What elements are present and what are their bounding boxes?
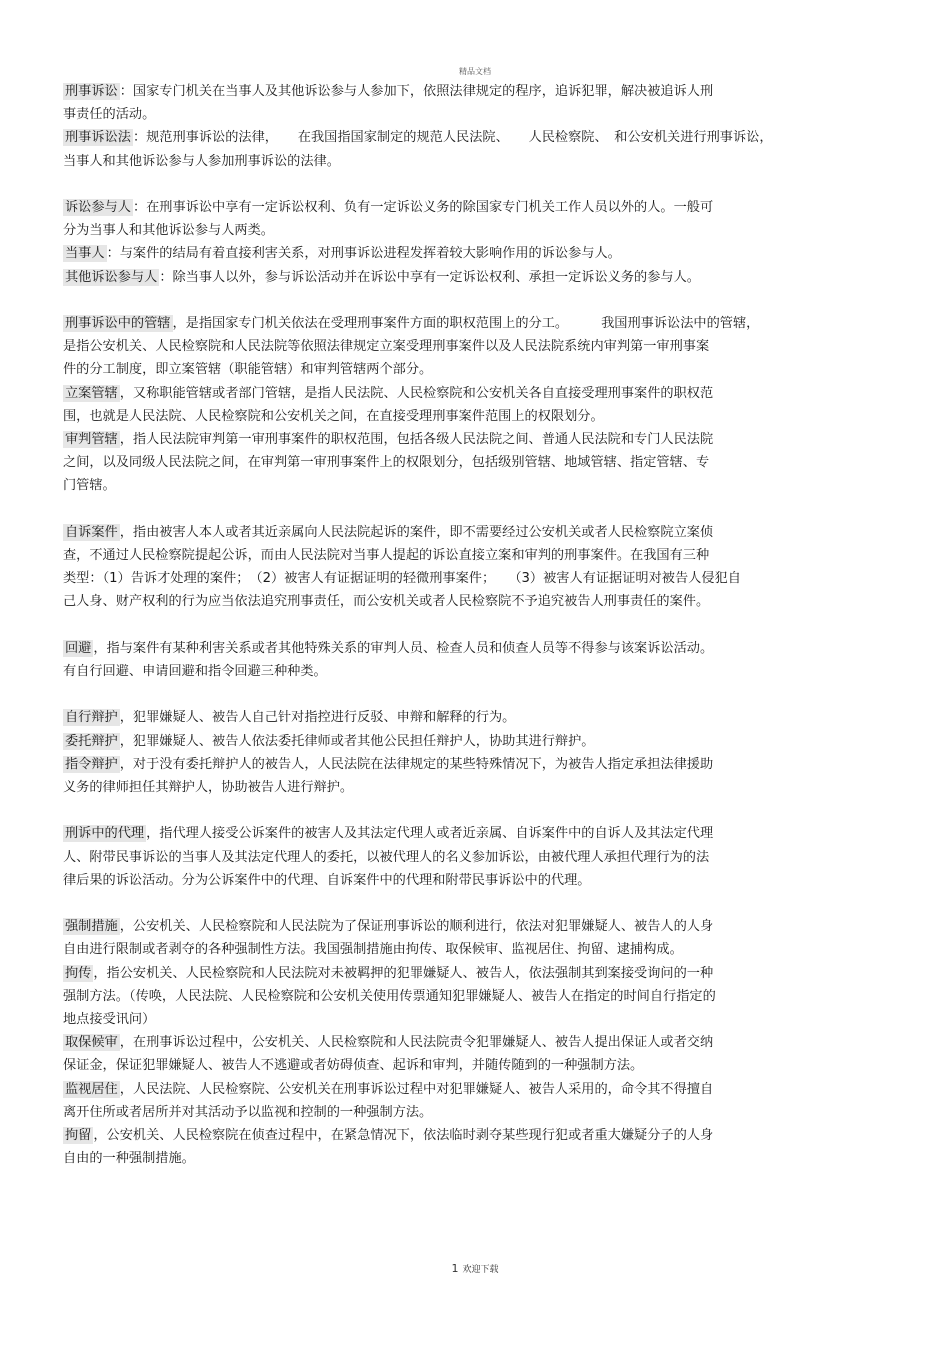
definition-line [63,1101,863,1124]
paragraph-spacer [63,683,863,706]
definition-line [63,242,863,265]
term-label: 指令辩护 [65,756,118,772]
definition-line [63,706,863,729]
definition-block [63,126,863,172]
definition-line [63,730,863,753]
definition-text: 是指公安机关、人民检察院和人民法院等依照法律规定立案受理刑事案件以及人民法院系统内审判第一审刑事案 [63,339,710,355]
definition-block [63,428,863,498]
paragraph-spacer [63,799,863,822]
term-label: 其他诉讼参与人 [65,269,158,285]
definition-line [63,637,863,660]
definition-line [63,822,863,845]
definition-line [63,405,863,428]
definition-line [63,660,863,683]
definition-line [63,1031,863,1054]
definition-line [63,196,863,219]
definition-line [63,1124,863,1147]
definition-block [63,196,863,242]
definition-block [63,382,863,428]
definition-text: 地点接受讯问） [63,1012,156,1028]
definition-line [63,985,863,1008]
definition-text: 有自行回避、申请回避和指令回避三种种类。 [63,664,327,680]
term-label: 诉讼参与人 [65,200,131,215]
definition-text: 件的分工制度，即立案管辖（职能管辖）和审判管辖两个部分。 [63,362,433,378]
term-label: 强制措施 [65,919,118,935]
definition-block [63,915,863,961]
definition-text: ：除当事人以外，参与诉讼活动并在诉讼中享有一定诉讼权利、承担一定诉讼义务的参与人。 [159,269,700,285]
definition-line [63,590,863,613]
paragraph-spacer [63,173,863,196]
definition-text: ，指公安机关、人民检察院和人民法院对未被羁押的犯罪嫌疑人、被告人，依法强制其到案接受询问的一种 [93,965,714,981]
definition-line [63,846,863,869]
footer-text: 欢迎下载 [462,1265,499,1275]
definition-block [63,1078,863,1124]
definition-text: 类型：（1）告诉才处理的案件； （2）被害人有证据证明的轻微刑事案件； （3）被害人有证据证明对被告人侵犯自 [63,571,741,587]
definition-block [63,80,863,126]
definition-text: ，是指国家专门机关依法在受理刑事案件方面的职权范围上的分工。 我国刑事诉讼法中的管辖， [172,316,760,331]
term-label: 拘留 [65,1128,92,1144]
term-label: 刑诉中的代理 [65,826,145,842]
definition-text: ，又称职能管辖或者部门管辖，是指人民法院、人民检察院和公安机关各自直接受理刑事案件的职权范 [119,385,714,401]
definition-text: ，指由被害人本人或者其近亲属向人民法院起诉的案件，即不需要经过公安机关或者人民检察院立案侦 [119,524,714,540]
definition-text: 自由进行限制或者剥夺的各种强制性方法。我国强制措施由拘传、取保候审、监视居住、拘留、逮捕构成。 [63,942,683,958]
definition-text: 当事人和其他诉讼参与人参加刑事诉讼的法律。 [63,153,340,169]
definition-line [63,358,863,381]
definition-text: 分为当事人和其他诉讼参与人两类。 [63,223,274,239]
definition-line [63,1147,863,1170]
term-label: 立案管辖 [65,385,118,401]
definition-line [63,776,863,799]
definition-block [63,1031,863,1077]
definition-line [63,1054,863,1077]
definition-text: ：在刑事诉讼中享有一定诉讼权利、负有一定诉讼义务的除国家专门机关工作人员以外的人。一般可 [132,200,714,215]
definition-line [63,753,863,776]
definition-line [63,150,863,173]
definition-line [63,962,863,985]
definition-block [63,312,863,382]
term-label: 自诉案件 [65,524,118,540]
definition-text: ，在刑事诉讼过程中，公安机关、人民检察院和人民法院责令犯罪嫌疑人、被告人提出保证人或者交纳 [119,1035,714,1051]
term-label: 回避 [65,640,92,656]
definition-text: 人、附带民事诉讼的当事人及其法定代理人的委托，以被代理人的名义参加诉讼，由被代理人承担代理行为的法 [63,849,710,865]
definition-line [63,544,863,567]
definition-text: ，指代理人接受公诉案件的被害人及其法定代理人或者近亲属、自诉案件中的自诉人及其法定代理 [146,826,714,842]
definition-line [63,1008,863,1031]
term-label: 拘传 [65,965,92,981]
paragraph-spacer [63,498,863,521]
definition-line [63,567,863,590]
definition-text: ，指人民法院审判第一审刑事案件的职权范围，包括各级人民法院之间、普通人民法院和专门人民法院 [119,432,714,448]
term-label: 当事人 [65,246,105,262]
definition-text: ：国家专门机关在当事人及其他诉讼参与人参加下，依照法律规定的程序，追诉犯罪，解决被追诉人刑 [119,84,714,99]
definition-text: ：与案件的结局有着直接利害关系，对刑事诉讼进程发挥着较大影响作用的诉讼参与人。 [106,246,621,262]
definition-line [63,915,863,938]
definition-text: 事责任的活动。 [63,107,156,123]
term-label: 刑事诉讼中的管辖 [65,316,171,331]
definition-block [63,266,863,289]
definition-block [63,706,863,729]
definition-text: ，公安机关、人民检察院在侦查过程中，在紧急情况下，依法临时剥夺某些现行犯或者重大嫌疑分子的人身 [93,1128,714,1144]
definition-text: 门管辖。 [63,478,116,494]
definition-line [63,312,863,335]
definition-text: 律后果的诉讼活动。分为公诉案件中的代理、自诉案件中的代理和附带民事诉讼中的代理。 [63,872,591,888]
definition-text: 强制方法。（传唤，人民法院、人民检察院和公安机关使用传票通知犯罪嫌疑人、被告人在指定的时间自行指定的 [63,988,716,1004]
definition-line [63,428,863,451]
definition-text: 自由的一种强制措施。 [63,1151,195,1167]
term-label: 刑事诉讼法 [65,130,131,146]
definition-text: 查，不通过人民检察院提起公诉，而由人民法院对当事人提起的诉讼直接立案和审判的刑事案件。在我国有三种 [63,548,710,564]
definition-block [63,730,863,753]
definition-block [63,822,863,892]
term-label: 委托辩护 [65,733,118,749]
document-body [63,80,863,1170]
definition-text: 义务的律师担任其辩护人，协助被告人进行辩护。 [63,780,354,796]
definition-line [63,266,863,289]
definition-line [63,219,863,242]
definition-text: ，指与案件有某种利害关系或者其他特殊关系的审判人员、检查人员和侦查人员等不得参与该案诉讼活动。 [93,640,714,656]
term-label: 监视居住 [65,1081,118,1097]
paragraph-spacer [63,289,863,312]
definition-text: 保证金，保证犯罪嫌疑人、被告人不逃避或者妨碍侦查、起诉和审判，并随传随到的一种强制方法。 [63,1058,644,1074]
definition-text: 之间，以及同级人民法院之间，在审判第一审刑事案件上的权限划分，包括级别管辖、地域管辖、指定管辖、专 [63,455,710,471]
paragraph-spacer [63,892,863,915]
definition-block [63,242,863,265]
term-label: 刑事诉讼 [65,84,118,99]
definition-block [63,521,863,614]
definition-text: ，犯罪嫌疑人、被告人依法委托律师或者其他公民担任辩护人，协助其进行辩护。 [119,733,595,749]
definition-text: 离开住所或者居所并对其活动予以监视和控制的一种强制方法。 [63,1104,433,1120]
definition-line [63,1078,863,1101]
definition-block [63,962,863,1032]
definition-text: ，犯罪嫌疑人、被告人自己针对指控进行反驳、申辩和解释的行为。 [119,710,516,726]
page-footer [0,1262,950,1275]
definition-line [63,126,863,149]
definition-line [63,451,863,474]
definition-line [63,521,863,544]
definition-text: ，人民法院、人民检察院、公安机关在刑事诉讼过程中对犯罪嫌疑人、被告人采用的，命令其不得擅自 [119,1081,714,1097]
definition-line [63,335,863,358]
definition-line [63,80,863,103]
term-label: 自行辩护 [65,710,118,726]
definition-text: ，对于没有委托辩护人的被告人，人民法院在法律规定的某些特殊情况下，为被告人指定承担法律援助 [119,756,714,772]
definition-text: ：规范刑事诉讼的法律， 在我国指国家制定的规范人民法院、 人民检察院、 和公安机关进行刑事诉讼， [132,130,773,146]
paragraph-spacer [63,614,863,637]
term-label: 审判管辖 [65,432,118,448]
page-header: 精品文档 [459,67,491,76]
page-number: 1 [451,1262,459,1275]
definition-line [63,103,863,126]
definition-text: 围，也就是人民法院、人民检察院和公安机关之间，在直接受理刑事案件范围上的权限划分。 [63,408,604,424]
definition-line [63,869,863,892]
definition-text: 己人身、财产权利的行为应当依法追究刑事责任，而公安机关或者人民检察院不予追究被告人刑事责任的案件。 [63,594,710,610]
definition-line [63,382,863,405]
definition-block [63,637,863,683]
term-label: 取保候审 [65,1035,118,1051]
definition-line [63,938,863,961]
definition-line [63,474,863,497]
definition-text: ，公安机关、人民检察院和人民法院为了保证刑事诉讼的顺利进行，依法对犯罪嫌疑人、被告人的人身 [119,919,714,935]
definition-block [63,1124,863,1170]
definition-block [63,753,863,799]
